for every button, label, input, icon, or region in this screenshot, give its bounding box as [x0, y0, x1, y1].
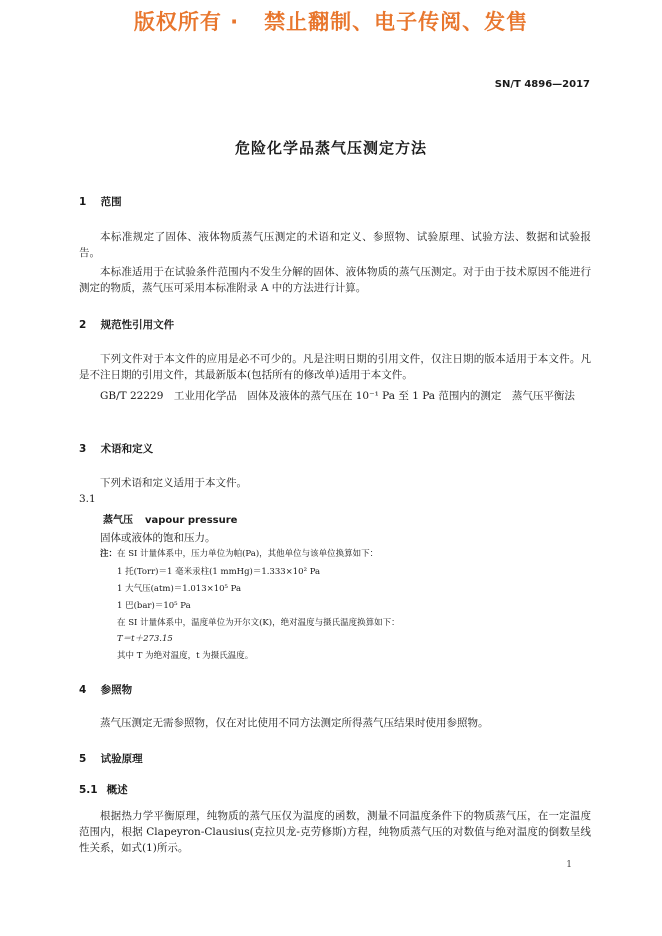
term-chinese: 蒸气压 [103, 515, 133, 526]
terms-intro: 下列术语和定义适用于本文件。 [100, 477, 247, 489]
page-number: 1 [566, 860, 572, 870]
subsection-number: 5.1 [79, 784, 98, 796]
note-formula: T＝t＋273.15 [117, 634, 173, 644]
section-title: 参照物 [100, 684, 133, 696]
section-3-heading [79, 441, 153, 456]
note-line: 在 SI 计量体系中，温度单位为开尔文(K)，绝对温度与摄氏温度换算如下： [117, 618, 400, 628]
section-number: 2 [79, 319, 87, 331]
section-number: 4 [79, 684, 87, 696]
principle-paragraph: 根据热力学平衡原理，纯物质的蒸气压仅为温度的函数，测量不同温度条件下的物质蒸气压，在一定温度范围内，根据 Clapeyron-Clausius(克拉贝龙-克劳修斯)方程，纯物质蒸气压的对数值与绝对温度的倒数呈线性关系，如式(1)所示。 [79, 810, 591, 854]
scope-paragraph-2: 本标准适用于在试验条件范围内不发生分解的固体、液体物质的蒸气压测定。对于由于技术原因不能进行测定的物质，蒸气压可采用本标准附录 A 中的方法进行计算。 [79, 266, 591, 294]
subsection-5-1-heading [79, 782, 128, 797]
note-line: 1 巴(bar)＝10⁵ Pa [117, 601, 191, 611]
note-line: 1 托(Torr)＝1 毫米汞柱(1 mmHg)＝1.333×10² Pa [117, 567, 321, 577]
section-title: 范围 [100, 196, 122, 208]
section-1-heading [79, 194, 122, 209]
scope-paragraph-1: 本标准规定了固体、液体物质蒸气压测定的术语和定义、参照物、试验原理、试验方法、数据和试验报告。 [79, 231, 591, 259]
standard-number: SN/T 4896—2017 [494, 79, 590, 90]
section-title: 试验原理 [100, 753, 143, 765]
section-5-heading [79, 751, 143, 766]
note-line: 其中 T 为绝对温度，t 为摄氏温度。 [117, 651, 254, 661]
normative-paragraph-1: 下列文件对于本文件的应用是必不可少的。凡是注明日期的引用文件，仅注日期的版本适用于本文件。凡是不注日期的引用文件，其最新版本(包括所有的修改单)适用于本文件。 [79, 353, 591, 381]
term-definition: 固体或液体的饱和压力。 [100, 532, 216, 544]
section-title: 术语和定义 [100, 443, 154, 455]
note-intro-text: 在 SI 计量体系中，压力单位为帕(Pa)，其他单位与该单位换算如下： [117, 549, 379, 559]
section-number: 5 [79, 753, 87, 765]
note-line: 1 大气压(atm)＝1.013×10⁵ Pa [117, 584, 242, 594]
note-intro [100, 547, 378, 559]
section-2-heading [79, 317, 174, 332]
section-4-heading [79, 682, 132, 697]
section-number: 1 [79, 196, 87, 208]
note-label: 注： [100, 549, 118, 559]
document-title: 危险化学品蒸气压测定方法 [234, 139, 427, 157]
subsection-title: 概述 [106, 784, 128, 796]
term-english: vapour pressure [145, 515, 238, 526]
reference-material-paragraph: 蒸气压测定无需参照物，仅在对比使用不同方法测定所得蒸气压结果时使用参照物。 [100, 717, 489, 729]
section-title: 规范性引用文件 [100, 319, 175, 331]
normative-reference-gbt22229: GB/T 22229 工业用化学品 固体及液体的蒸气压在 10⁻¹ Pa 至 1 Pa 范围内的测定 蒸气压平衡法 [100, 390, 575, 402]
term-heading [103, 511, 237, 526]
copyright-watermark: 版权所有 · 禁止翻制、电子传阅、发售 [133, 10, 529, 34]
section-number: 3 [79, 443, 87, 455]
term-number: 3.1 [79, 493, 96, 505]
